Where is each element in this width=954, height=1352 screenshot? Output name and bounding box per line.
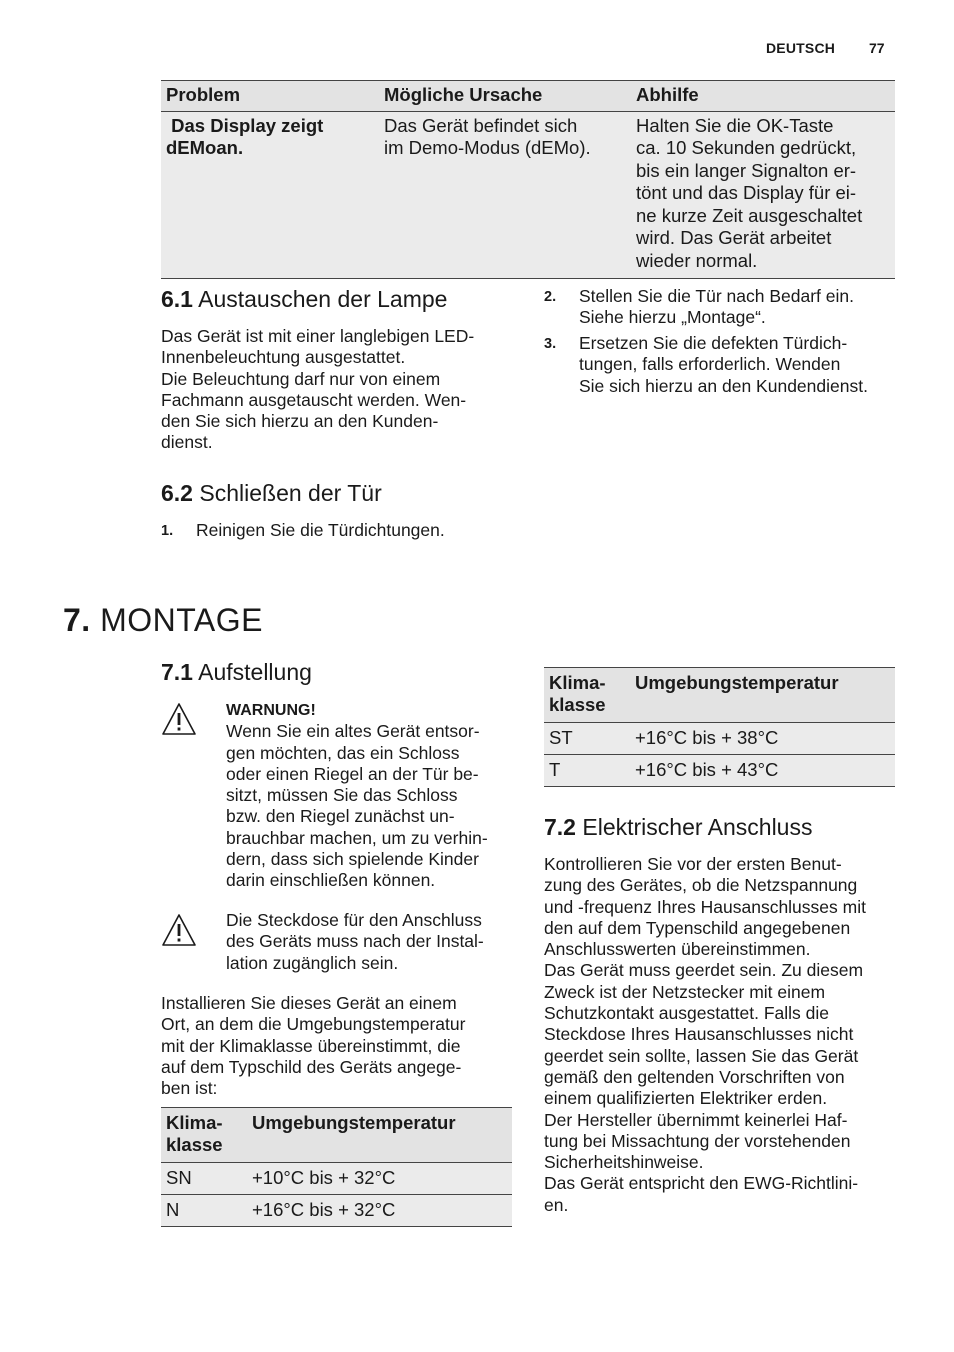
cause-line: im Demo-Modus (dEMo). [384,137,591,158]
remedy-line: ne kurze Zeit ausgeschaltet [636,204,863,226]
caution-line: des Geräts muss nach der Instal- [226,931,484,952]
cause-line: Das Gerät befindet sich [384,114,578,136]
climate-class-cell: ST [544,723,630,755]
chapter-number: 7. [63,602,91,638]
text-line: Fachmann ausgetauscht werden. Wen- [161,389,467,410]
problem-cell [161,111,379,278]
header-line: klasse [166,1134,223,1155]
section-title: Schließen der Tür [199,480,382,506]
header-problem: Problem [161,81,379,112]
step-line: Stellen Sie die Tür nach Bedarf ein. [579,286,854,306]
text-line: Das Gerät ist mit einer langlebigen LED- [161,326,475,346]
step-line: Sie sich hierzu an den Kundendienst. [579,375,868,396]
step-line: Reinigen Sie die Türdichtungen. [196,520,445,540]
text-line: und -frequenz Ihres Hausanschlusses mit [544,896,866,917]
warning-line: sitzt, müssen Sie das Schloss [226,785,458,806]
section-6-1-text [161,326,521,454]
text-line: Installieren Sie dieses Gerät an einem [161,993,457,1013]
header-language: DEUTSCH [766,40,836,56]
text-line: den auf dem Typenschild angegebenen [544,917,851,938]
section-7-1-heading [161,658,312,686]
section-number: 6.2 [161,480,193,506]
climate-class-cell: N [161,1195,247,1227]
warning-triangle-icon [161,913,197,947]
step-2 [544,286,854,329]
step-line: tungen, falls erforderlich. Wenden [579,354,841,375]
text-line: mit der Klimaklasse übereinstimmt, die [161,1035,461,1056]
step-line: Ersetzen Sie die defekten Türdich- [579,333,848,353]
install-text [161,993,521,1099]
cause-cell [379,111,631,278]
section-6-2-heading [161,479,382,507]
text-line: Ort, an dem die Umgebungstemperatur [161,1014,466,1035]
text-line: Sicherheitshinweise. [544,1152,704,1173]
troubleshooting-table [161,80,895,279]
climate-table-left [161,1107,512,1227]
text-line: Die Beleuchtung darf nur von einem [161,368,441,389]
header-climate-class [161,1108,247,1163]
section-number: 6.1 [161,286,193,312]
step-number: 1. [161,523,174,539]
header-ambient-temp: Umgebungstemperatur [630,668,895,723]
chapter-title: MONTAGE [100,602,263,638]
table-header-row [161,81,895,112]
text-line: Anschlusswerten übereinstimmen. [544,939,811,960]
warning-block [226,700,516,892]
warning-line: oder einen Riegel an der Tür be- [226,763,479,784]
text-line: auf dem Typschild des Geräts angege- [161,1056,462,1077]
text-line: einem qualifizierten Elektriker erden. [544,1088,828,1109]
step-number: 2. [544,289,557,305]
text-line: dienst. [161,432,213,453]
step-line: Siehe hierzu „Montage“. [579,307,766,328]
header-line: klasse [549,694,606,715]
remedy-line: ca. 10 Sekunden gedrückt, [636,137,857,158]
table-row [544,723,895,755]
section-7-2-text [544,854,904,1216]
warning-line: dern, dass sich spielende Kinder [226,849,479,870]
section-number: 7.1 [161,659,193,685]
remedy-cell [631,111,895,278]
text-line: Der Hersteller übernimmt keinerlei Haf- [544,1109,848,1130]
text-line: Kontrollieren Sie vor der ersten Benut- [544,854,842,874]
text-line: zung des Gerätes, ob die Netzspannung [544,875,858,896]
table-row [161,1163,512,1195]
section-number: 7.2 [544,814,576,840]
step-1 [161,520,445,541]
remedy-line: tönt und das Display für ei- [636,182,857,203]
section-7-2-heading [544,813,812,841]
text-line: Innenbeleuchtung ausgestattet. [161,347,406,368]
table-header-row [544,668,895,723]
warning-line: darin einschließen können. [226,870,436,891]
temperature-cell: +16°C bis + 32°C [247,1195,512,1227]
table-row [161,1195,512,1227]
page-number: 77 [869,40,885,56]
header-line: Klima- [549,672,606,693]
warning-line: bzw. den Riegel zunächst un- [226,806,455,827]
warning-line: brauchbar machen, um zu verhin- [226,827,488,848]
header-climate-class [544,668,630,723]
remedy-line: Halten Sie die OK-Taste [636,114,834,136]
temperature-cell: +10°C bis + 32°C [247,1163,512,1195]
remedy-line: wieder normal. [636,249,758,271]
text-line: tung bei Missachtung der vorstehenden [544,1130,851,1151]
climate-table-right [544,667,895,787]
chapter-heading [63,602,263,638]
text-line: Schutzkontakt ausgestattet. Falls die [544,1003,830,1024]
problem-line: Das Display zeigt [166,114,324,136]
header-ambient-temp: Umgebungstemperatur [247,1108,512,1163]
text-line: gemäß den geltenden Vorschriften von [544,1066,845,1087]
remedy-line: bis ein langer Signalton er- [636,159,857,181]
step-number: 3. [544,336,557,352]
caution-line: Die Steckdose für den Anschluss [226,910,482,930]
header-remedy: Abhilfe [631,81,895,112]
temperature-cell: +16°C bis + 43°C [630,755,895,787]
caution-block [226,910,516,974]
text-line: Das Gerät entspricht den EWG-Richtlini- [544,1173,859,1194]
table-row [161,111,895,278]
warning-line: Wenn Sie ein altes Gerät entsor- [226,721,480,742]
header-cause: Mögliche Ursache [379,81,631,112]
table-row [544,755,895,787]
text-line: Das Gerät muss geerdet sein. Zu diesem [544,960,864,981]
table-header-row [161,1108,512,1163]
section-6-1-heading [161,285,447,313]
climate-class-cell: SN [161,1163,247,1195]
warning-line: gen möchten, das ein Schloss [226,742,460,763]
text-line: ben ist: [161,1078,218,1099]
section-title: Aufstellung [198,659,312,685]
text-line: geerdet sein sollte, lassen Sie das Gerät [544,1045,859,1066]
text-line: en. [544,1194,569,1215]
section-title: Austauschen der Lampe [198,286,448,312]
text-line: Zweck ist der Netzstecker mit einem [544,981,826,1002]
climate-class-cell: T [544,755,630,787]
warning-title: WARNUNG! [226,702,316,719]
problem-line: dEMoan. [166,137,244,158]
text-line: Steckdose Ihres Hausanschlusses nicht [544,1024,854,1045]
remedy-line: wird. Das Gerät arbeitet [636,227,832,248]
temperature-cell: +16°C bis + 38°C [630,723,895,755]
text-line: den Sie sich hierzu an den Kunden- [161,411,439,432]
step-3 [544,333,868,397]
caution-line: lation zugänglich sein. [226,952,399,973]
section-title: Elektrischer Anschluss [582,814,813,840]
header-line: Klima- [166,1112,223,1133]
warning-triangle-icon [161,702,197,736]
